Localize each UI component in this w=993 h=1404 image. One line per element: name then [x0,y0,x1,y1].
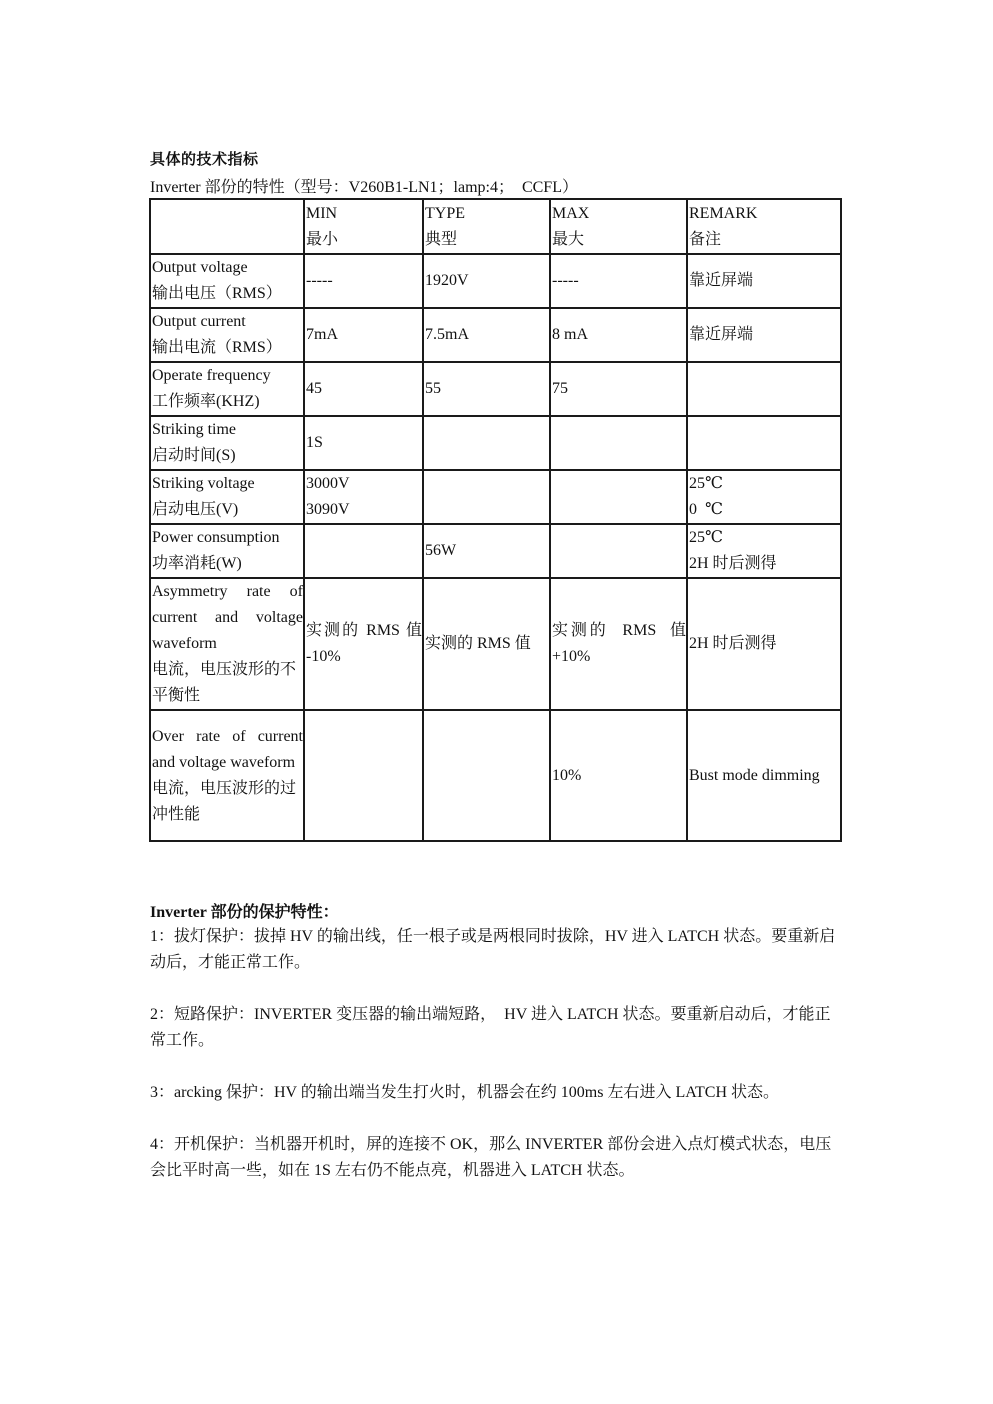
min-cell [304,524,423,578]
header-type-zh: 典型 [425,231,458,248]
header-min-en: MIN [306,205,338,222]
param-zh: 输出电压（RMS） [152,285,282,302]
max-cell: 10% [550,710,687,841]
remark-line: 0 ℃ [689,501,723,518]
param-zh: 启动时间(S) [152,447,236,464]
min-cell: 1S [304,416,423,470]
max-cell [550,470,687,524]
remark-cell: 靠近屏端 [687,254,841,308]
table-row [150,578,841,710]
remark-cell [687,524,841,578]
min-cell: 实测的 RMS 值 -10% [304,578,423,710]
min-cell: 45 [304,362,423,416]
remark-cell: 靠近屏端 [687,308,841,362]
param-zh: 启动电压(V) [152,501,239,518]
max-cell: 实测的 RMS 值 +10% [550,578,687,710]
remark-cell [687,416,841,470]
param-en: Striking time [152,421,236,438]
header-blank-cell [150,199,304,254]
remark-line: 25℃ [689,529,723,546]
type-cell: 56W [423,524,550,578]
max-cell [550,524,687,578]
remark-line: 25℃ [689,475,723,492]
param-zh: 输出电流（RMS） [152,339,282,356]
protection-item: 2：短路保护：INVERTER 变压器的输出端短路， HV 进入 LATCH 状态。要重新启动后，才能正常工作。 [150,1006,831,1049]
header-min [304,199,423,254]
protection-item: 1：拔灯保护：拔掉 HV 的输出线，任一根子或是两根同时拔除，HV 进入 LATCH 状态。要重新启动后，才能正常工作。 [150,928,836,971]
min-cell: ----- [304,254,423,308]
table-row [150,470,841,524]
table-header-row [150,199,841,254]
param-cell [150,362,304,416]
param-zh: 功率消耗(W) [152,555,242,572]
header-type-en: TYPE [425,205,465,222]
param-cell [150,416,304,470]
table-row [150,254,841,308]
param-cell [150,710,304,841]
type-cell: 7.5mA [423,308,550,362]
table-row [150,362,841,416]
param-en: Power consumption [152,529,280,546]
table-row [150,416,841,470]
remark-cell [687,362,841,416]
header-remark-zh: 备注 [689,231,722,248]
param-cell [150,254,304,308]
header-remark [687,199,841,254]
min-cell [304,470,423,524]
type-cell: 1920V [423,254,550,308]
param-cell [150,524,304,578]
max-cell: ----- [550,254,687,308]
spec-table [149,198,842,842]
param-en: Output current [152,313,246,330]
table-row [150,308,841,362]
max-cell: 8 mA [550,308,687,362]
min-cell: 7mA [304,308,423,362]
param-en: Over rate of current and voltage waveform [152,727,303,771]
param-zh: 工作频率(KHZ) [152,393,260,410]
table-row [150,710,841,841]
header-max-zh: 最大 [552,231,585,248]
max-cell: 75 [550,362,687,416]
param-en: Striking voltage [152,475,255,492]
table-row [150,524,841,578]
param-en: Output voltage [152,259,248,276]
table-caption: Inverter 部份的特性（型号：V260B1-LN1；lamp:4； CCFL） [150,179,578,196]
remark-cell: 2H 时后测得 [687,578,841,710]
protection-item: 4：开机保护：当机器开机时，屏的连接不 OK，那么 INVERTER 部份会进入点灯模式状态，电压会比平时高一些，如在 1S 左右仍不能点亮，机器进入 LATCH 状态。 [150,1136,832,1179]
min-line: 3090V [306,501,350,518]
min-line: 3000V [306,475,350,492]
type-cell [423,710,550,841]
header-min-zh: 最小 [306,231,339,248]
type-cell: 实测的 RMS 值 [423,578,550,710]
header-type [423,199,550,254]
param-cell [150,308,304,362]
protection-section-title: Inverter 部份的保护特性： [150,904,339,921]
header-max [550,199,687,254]
type-cell [423,470,550,524]
param-zh: 电流，电压波形的不平衡性 [152,661,297,704]
remark-cell [687,470,841,524]
param-cell [150,470,304,524]
header-max-en: MAX [552,205,590,222]
remark-line: 2H 时后测得 [689,555,777,572]
param-en: Operate frequency [152,367,271,384]
param-en: Asymmetry rate of current and voltage waveform [152,583,303,652]
remark-cell: Bust mode dimming [687,710,841,841]
protection-item: 3：arcking 保护：HV 的输出端当发生打火时，机器会在约 100ms 左右进入 LATCH 状态。 [150,1084,780,1101]
type-cell: 55 [423,362,550,416]
min-cell [304,710,423,841]
param-zh: 电流，电压波形的过冲性能 [152,779,297,823]
header-remark-en: REMARK [689,205,758,222]
max-cell [550,416,687,470]
type-cell [423,416,550,470]
page-heading: 具体的技术指标 [150,150,259,168]
param-cell [150,578,304,710]
